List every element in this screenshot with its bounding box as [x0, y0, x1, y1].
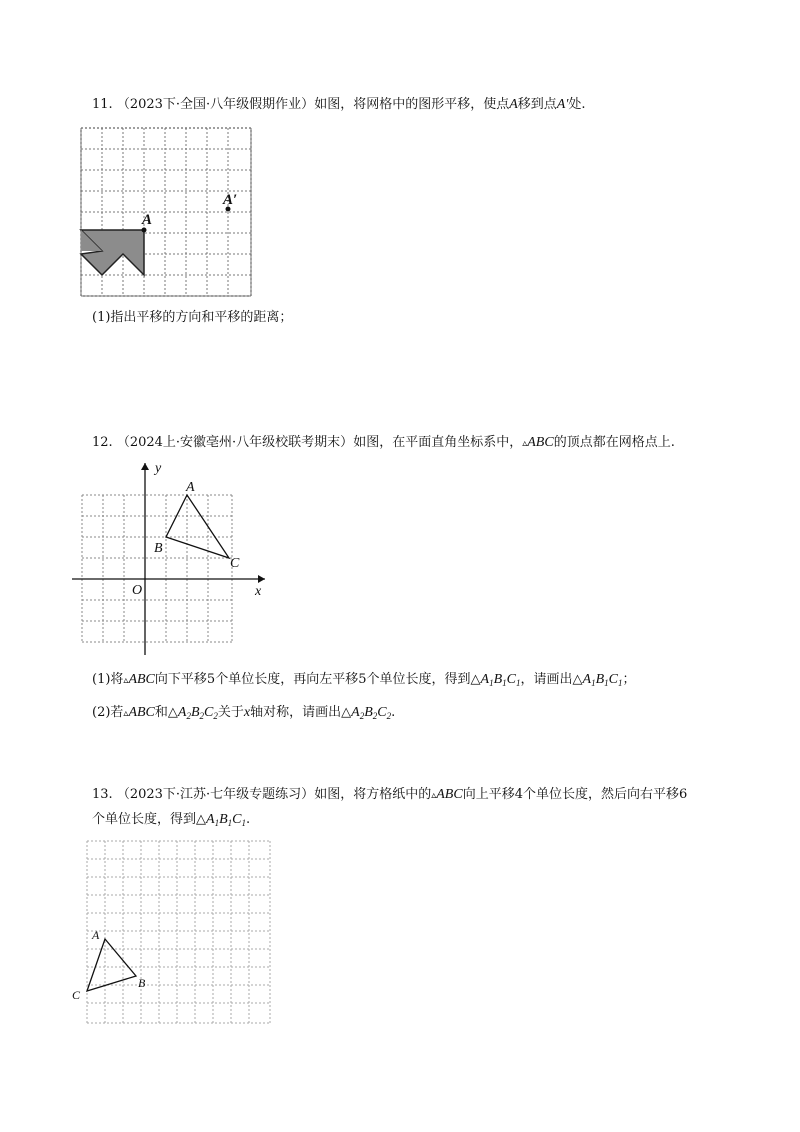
q11-grid-figure: [78, 125, 258, 295]
label-a: A: [92, 928, 100, 942]
triangle-abc: [166, 495, 229, 558]
q11-source: （2023下·全国·八年级假期作业）: [116, 97, 315, 112]
label-a-prime: A′: [223, 192, 238, 208]
q12-number: 12.: [92, 435, 113, 450]
q11-part1: (1)指出平移的方向和平移的距离；: [92, 310, 293, 325]
q11-shaded-shape: [81, 230, 144, 275]
q13-stem-line1: 13. （2023下·江苏·七年级专题练习）如图，将方格纸中的▵ABC向上平移4个单位长度，然后向右平移6: [92, 787, 688, 802]
label-b: B: [138, 976, 146, 990]
point-a-dot: [142, 228, 147, 233]
q12-coordinate-figure: [70, 460, 270, 660]
q13-number: 13.: [92, 787, 113, 802]
label-y: y: [155, 461, 162, 476]
q13-source: （2023下·江苏·七年级专题练习）: [116, 787, 315, 802]
triangle-abc: [87, 939, 136, 991]
q11-number: 11.: [92, 97, 113, 112]
q12-source: （2024上·安徽亳州·八年级校联考期末）: [116, 435, 354, 450]
label-a: A: [142, 212, 153, 228]
label-origin: O: [132, 583, 143, 598]
label-a: A: [186, 480, 195, 495]
q12-part2: (2)若▵ABC和$\triangle A_2B_2C_2$关于x轴对称，请画出$\triangle A_2B_2C_2$.: [92, 705, 396, 721]
label-b: B: [154, 541, 163, 556]
label-c: C: [72, 988, 81, 1002]
label-c: C: [230, 556, 240, 571]
q12-part1: (1)将▵ABC向下平移5个单位长度，再向左平移5个单位长度，得到$\triangle A_1B_1C_1$，请画出$\triangle A_1B_1C_1$；: [92, 672, 636, 688]
q12-stem: 12. （2024上·安徽亳州·八年级校联考期末）如图，在平面直角坐标系中，▵ABC的顶点都在网格点上.: [92, 435, 675, 450]
q13-stem-line2: 个单位长度，得到$\triangle A_1B_1C_1$.: [92, 812, 251, 828]
q13-grid-figure: [72, 838, 282, 1033]
label-x: x: [255, 584, 262, 599]
q11-stem: 11. （2023下·全国·八年级假期作业）如图，将网格中的图形平移，使点A移到点A′处.: [92, 97, 586, 112]
